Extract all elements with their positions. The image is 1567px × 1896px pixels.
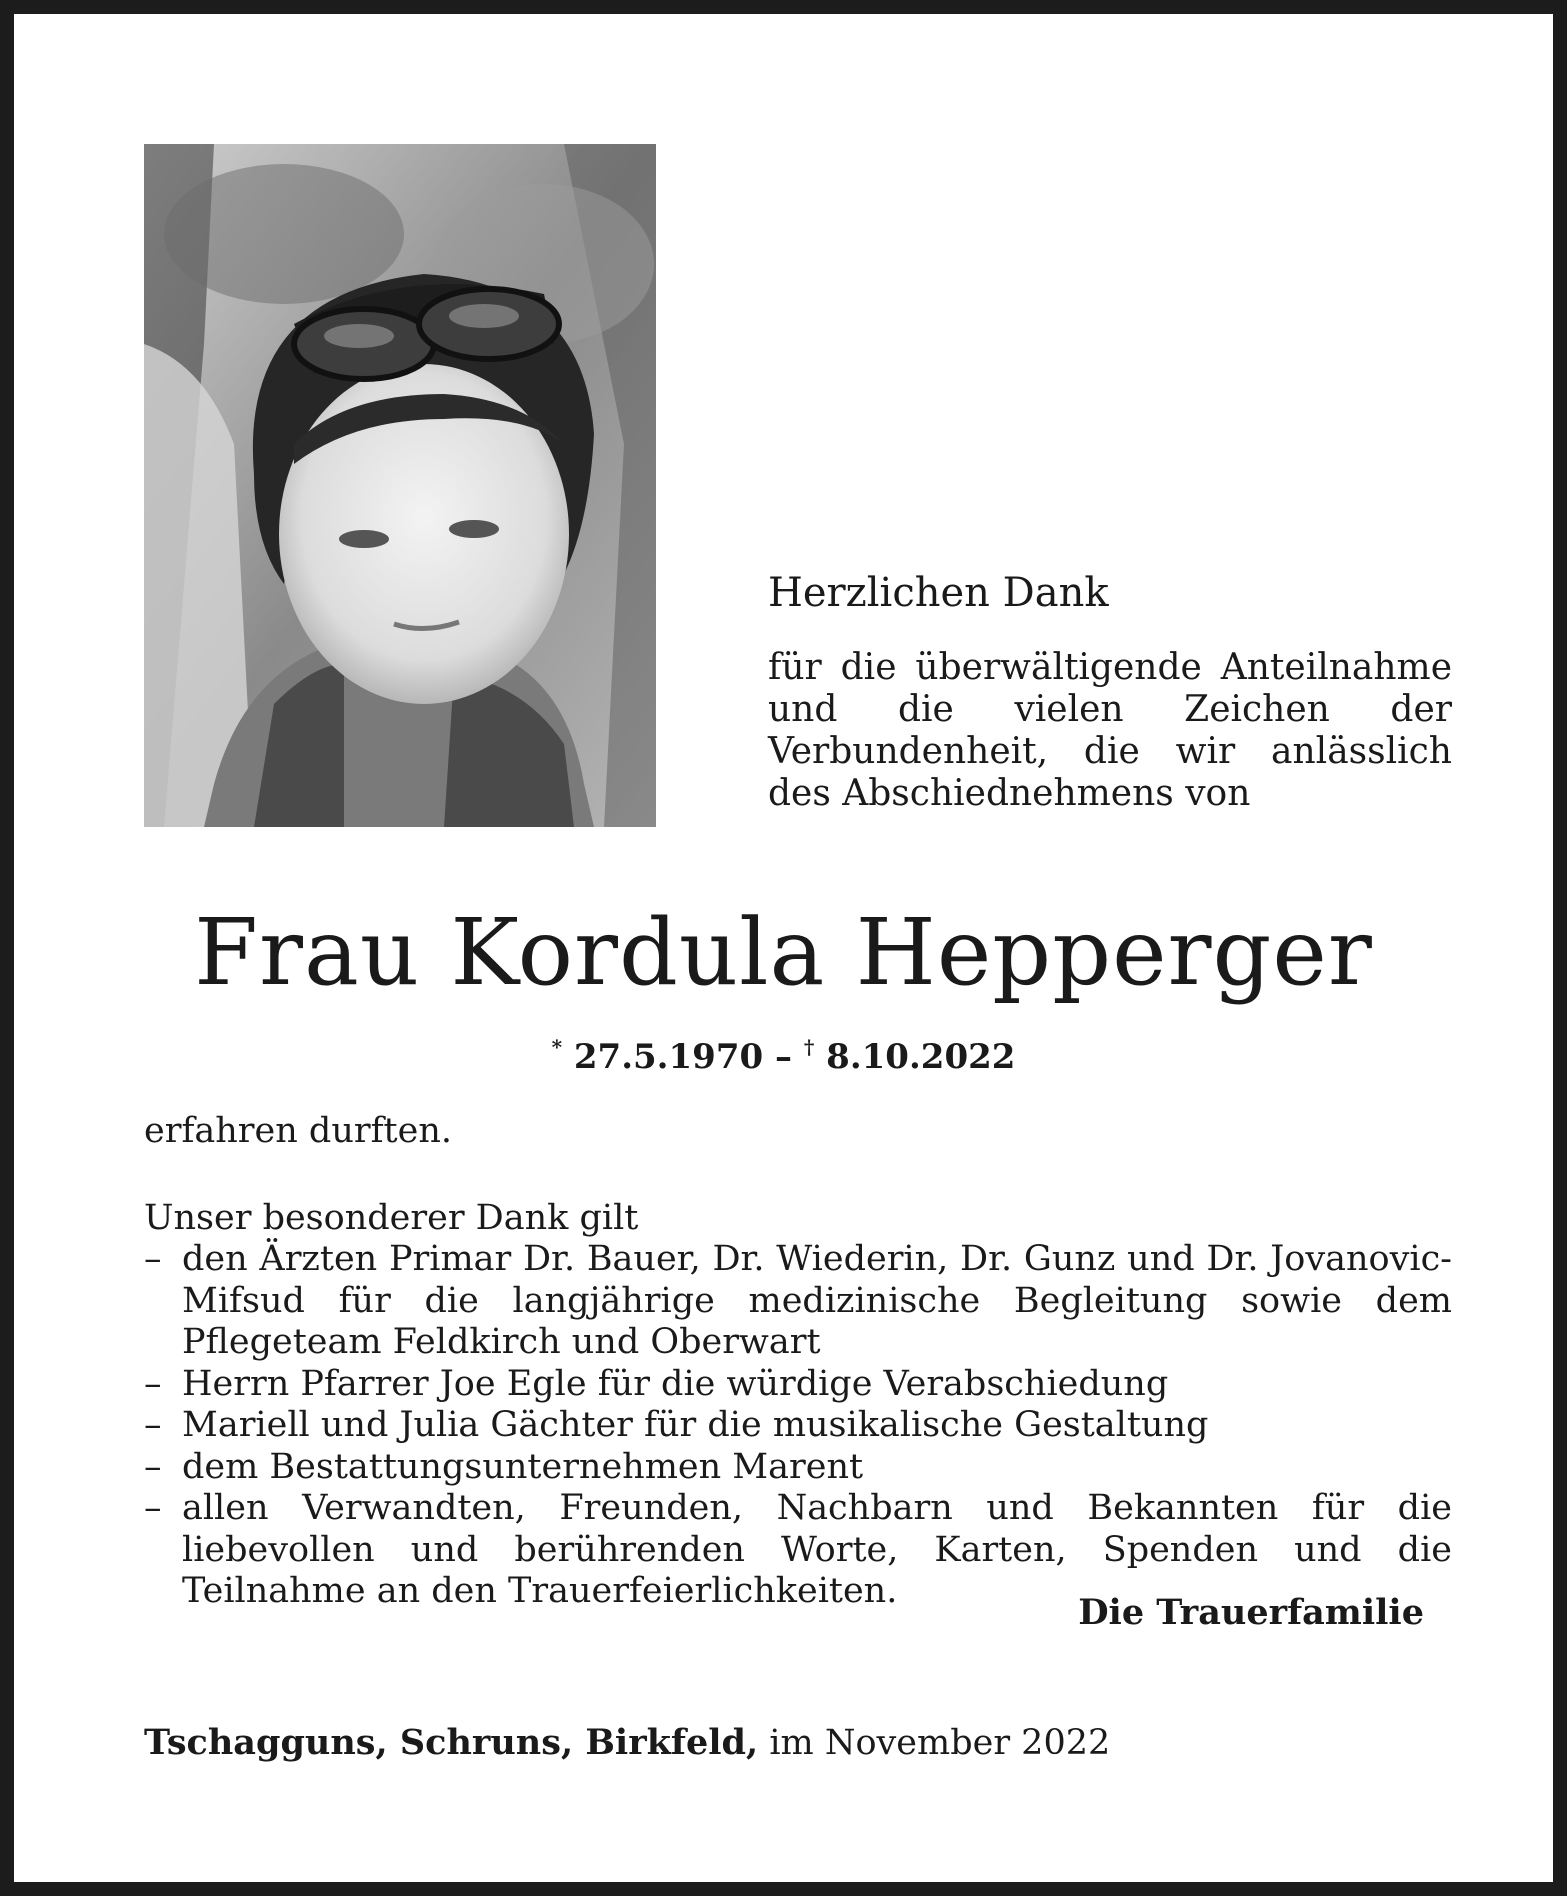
death-symbol: †: [803, 1035, 815, 1059]
intro-text: für die überwältigende Anteilnahme und die vielen Zeichen der Verbundenheit, die wir anlässlich des Abschiednehmens von: [768, 647, 1452, 814]
deceased-name: Frau Kordula Hepperger: [194, 899, 1373, 1006]
thanks-list: [144, 1239, 1452, 1613]
portrait-photo: [144, 144, 656, 827]
thanks-item: – den Ärzten Primar Dr. Bauer, Dr. Wiederin, Dr. Gunz und Dr. Jovanovic-Mifsud für die langjährige medizinische Begleitung sowie dem Pflegeteam Feldkirch und Oberwart: [144, 1239, 1452, 1364]
life-dates: [14, 1026, 1553, 1078]
portrait-image: [144, 144, 656, 827]
date-line: im November 2022: [769, 1723, 1111, 1763]
thanks-item: – dem Bestattungsunternehmen Marent: [144, 1447, 1452, 1489]
thanks-intro: Unser besonderer Dank gilt: [144, 1198, 639, 1238]
thanks-item: – Mariell und Julia Gächter für die musikalische Gestaltung: [144, 1405, 1452, 1447]
death-date: 8.10.2022: [826, 1037, 1016, 1077]
thanks-item: – allen Verwandten, Freunden, Nachbarn und Bekannten für die liebevollen und berührenden Worte, Karten, Spenden und die Teilnahme an den Trauerfeierlichkeiten.: [144, 1488, 1452, 1613]
greeting: Herzlichen Dank: [768, 570, 1109, 616]
signature: Die Trauerfamilie: [1078, 1592, 1424, 1633]
birth-date: 27.5.1970: [573, 1037, 764, 1077]
birth-symbol: *: [551, 1035, 563, 1059]
intro-block: [768, 569, 1452, 815]
after-name-text: erfahren durften.: [144, 1111, 452, 1151]
thanks-item: – Herrn Pfarrer Joe Egle für die würdige Verabschiedung: [144, 1364, 1452, 1406]
date-separator: –: [775, 1037, 792, 1077]
places: Tschagguns, Schruns, Birkfeld,: [144, 1722, 759, 1763]
place-date-line: [144, 1722, 1110, 1764]
